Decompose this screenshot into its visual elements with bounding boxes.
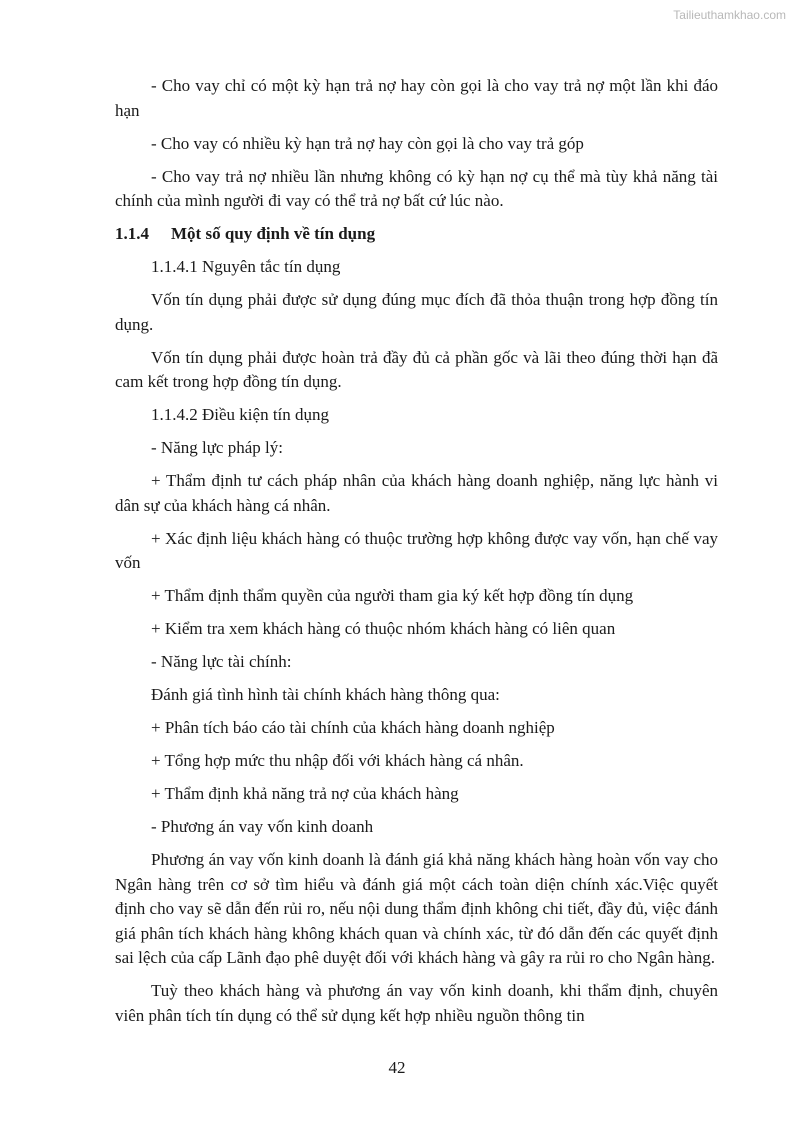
paragraph-business-plan-2: Tuỳ theo khách hàng và phương án vay vốn kinh doanh, khi thẩm định, chuyên viên phân tích tín dụng có thể sử dụng kết hợp nhiều nguồn thông tin: [115, 981, 718, 1025]
list-item-legal-1: + Thẩm định tư cách pháp nhân của khách hàng doanh nghiệp, năng lực hành vi dân sự của khách hàng cá nhân.: [115, 471, 718, 515]
paragraph-principle-repayment: Vốn tín dụng phải được hoàn trả đầy đủ cả phần gốc và lãi theo đúng thời hạn đã cam kết trong hợp đồng tín dụng.: [115, 347, 718, 391]
list-item-finance-2: + Tổng hợp mức thu nhập đối với khách hàng cá nhân.: [151, 751, 524, 770]
paragraph-business-plan-1: Phương án vay vốn kinh doanh là đánh giá khả năng khách hàng hoàn vốn vay cho Ngân hàng trên cơ sở tìm hiểu và đánh giá một cách toàn diện chính xác.Việc quyết định cho vay sẽ dẫn đến rủi ro, nếu nội dung thẩm định không chi tiết, đầy đủ, việc đánh giá phân tích khách hàng không khách quan và chính xác, từ đó dẫn đến các quyết định sai lệch của cấp Lãnh đạo phê duyệt đối với khách hàng và gây ra rủi ro cho Ngân hàng.: [115, 850, 718, 967]
list-item-finance-1: + Phân tích báo cáo tài chính của khách hàng doanh nghiệp: [151, 718, 555, 737]
label-legal-capacity: - Năng lực pháp lý:: [151, 438, 283, 457]
page-number: 42: [388, 1058, 406, 1077]
label-financial-capacity: - Năng lực tài chính:: [151, 652, 292, 671]
subsection-title-conditions: 1.1.4.2 Điều kiện tín dụng: [151, 405, 330, 424]
section-title: Một số quy định về tín dụng: [171, 224, 376, 243]
list-item-finance-3: + Thẩm định khả năng trả nợ của khách hàng: [151, 784, 459, 803]
paragraph-loan-installment: - Cho vay có nhiều kỳ hạn trả nợ hay còn gọi là cho vay trả góp: [151, 133, 584, 153]
paragraph-financial-intro: Đánh giá tình hình tài chính khách hàng thông qua:: [151, 685, 500, 704]
list-item-legal-4: + Kiểm tra xem khách hàng có thuộc nhóm khách hàng có liên quan: [151, 619, 616, 638]
paragraph-principle-purpose: Vốn tín dụng phải được sử dụng đúng mục đích đã thỏa thuận trong hợp đồng tín dụng.: [115, 290, 718, 334]
document-body: [115, 74, 718, 1037]
subsection-title-principles: 1.1.4.1 Nguyên tắc tín dụng: [151, 257, 341, 276]
section-number: 1.1.4: [115, 224, 149, 243]
section-heading: [115, 222, 718, 247]
label-business-plan: - Phương án vay vốn kinh doanh: [151, 817, 374, 836]
paragraph-loan-single-term: - Cho vay chỉ có một kỳ hạn trả nợ hay còn gọi là cho vay trả nợ một lần khi đáo hạn: [115, 76, 718, 120]
paragraph-loan-no-term: - Cho vay trả nợ nhiều lần nhưng không có kỳ hạn nợ cụ thể mà tùy khả năng tài chính của mình người đi vay có thể trả nợ bất cứ lúc nào.: [115, 166, 718, 210]
watermark: Tailieuthamkhao.com: [673, 8, 786, 22]
list-item-legal-3: + Thẩm định thẩm quyền của người tham gia ký kết hợp đồng tín dụng: [151, 586, 634, 605]
list-item-legal-2: + Xác định liệu khách hàng có thuộc trường hợp không được vay vốn, hạn chế vay vốn: [115, 528, 718, 572]
